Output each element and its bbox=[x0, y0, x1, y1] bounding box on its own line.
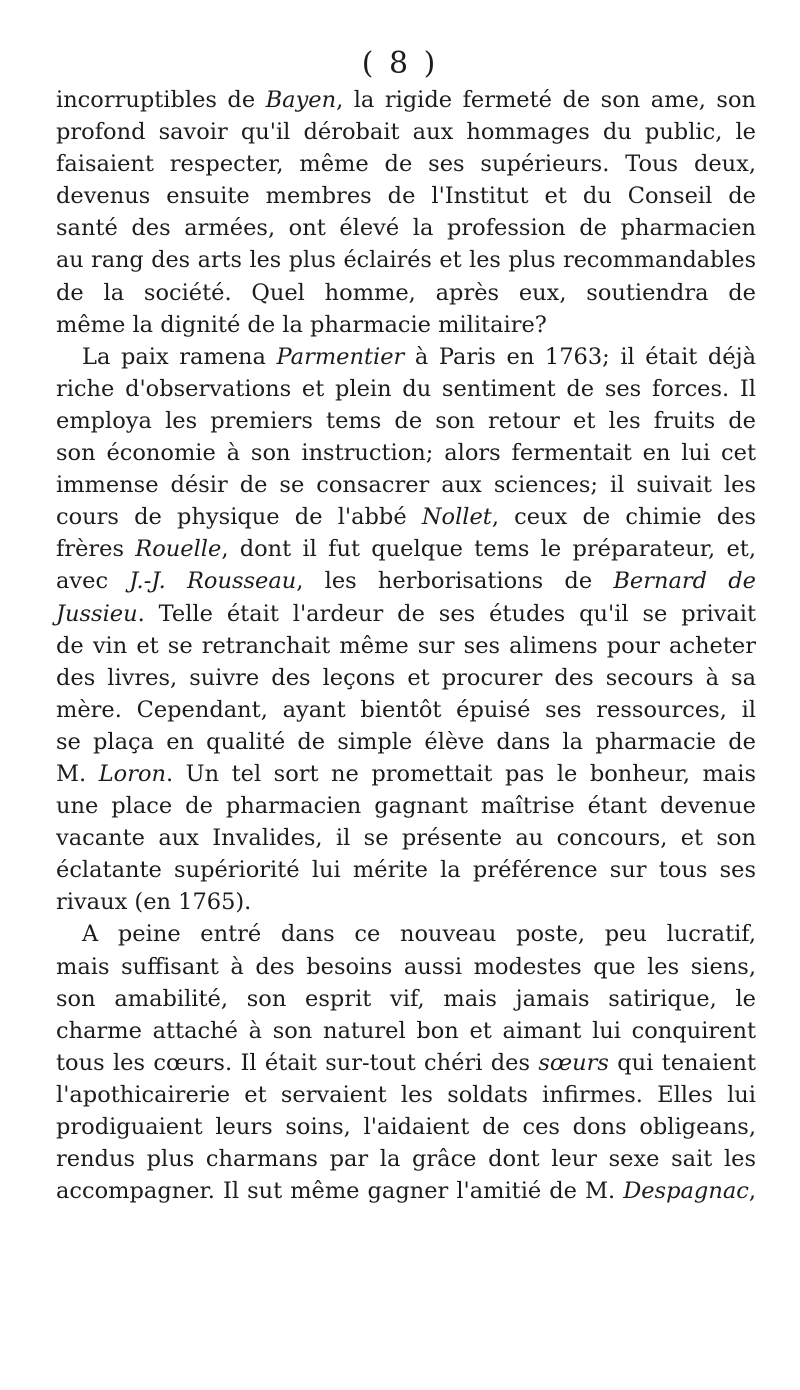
text-line: éclatante supériorité lui mérite la préférence sur tous ses bbox=[56, 857, 756, 884]
text-line: incorruptibles de Bayen, la rigide fermeté de son ame, son bbox=[56, 87, 756, 113]
text-line: son amabilité, son esprit vif, mais jamais satirique, le bbox=[56, 985, 756, 1012]
text-line: même la dignité de la pharmacie militaire? bbox=[56, 311, 547, 338]
text-line: avec J.-J. Rousseau, les herborisations de Bernard de bbox=[56, 568, 756, 595]
text-line: tous les cœurs. Il était sur-tout chéri des sœurs qui tenaient bbox=[56, 1049, 756, 1076]
text-line: frères Rouelle, dont il fut quelque tems le préparateur, et, bbox=[56, 536, 756, 563]
text-line: santé des armées, ont élevé la profession de pharmacien bbox=[56, 215, 756, 242]
text-line: des livres, suivre des leçons et procurer des secours à sa bbox=[56, 664, 756, 691]
text-line: mais suffisant à des besoins aussi modestes que les siens, bbox=[56, 953, 756, 980]
text-line: A peine entré dans ce nouveau poste, peu lucratif, bbox=[82, 921, 756, 948]
text-line: immense désir de se consacrer aux sciences; il suivait les bbox=[56, 472, 756, 499]
text-line: vacante aux Invalides, il se présente au concours, et son bbox=[56, 825, 756, 852]
text-line: M. Loron. Un tel sort ne promettait pas le bonheur, mais bbox=[56, 760, 757, 787]
text-line: employa les premiers tems de son retour et les fruits de bbox=[56, 407, 756, 434]
text-line: La paix ramena Parmentier à Paris en 1763; il était déjà bbox=[82, 343, 756, 370]
text-line: l'apothicairerie et servaient les soldats infirmes. Elles lui bbox=[56, 1081, 756, 1108]
text-line: riche d'observations et plein du sentiment de ses forces. Il bbox=[56, 375, 756, 402]
text-line: mère. Cependant, ayant bientôt épuisé ses ressources, il bbox=[56, 696, 756, 723]
text-line: prodiguaient leurs soins, l'aidaient de ces dons obligeans, bbox=[56, 1114, 756, 1140]
body-text bbox=[56, 84, 756, 1207]
text-line: de la société. Quel homme, après eux, soutiendra de bbox=[56, 279, 756, 306]
text-line: cours de physique de l'abbé Nollet, ceux de chimie des bbox=[56, 504, 756, 531]
text-line: profond savoir qu'il dérobait aux hommages du public, le bbox=[56, 119, 756, 146]
text-line: rivaux (en 1765). bbox=[56, 889, 252, 916]
text-line: accompagner. Il sut même gagner l'amitié de M. Despagnac, bbox=[56, 1178, 756, 1205]
text-line: au rang des arts les plus éclairés et les plus recommandables bbox=[56, 247, 756, 274]
text-line: Jussieu. Telle était l'ardeur de ses études qu'il se privait bbox=[56, 600, 756, 627]
text-line: de vin et se retranchait même sur ses alimens pour acheter bbox=[56, 632, 756, 659]
text-line: son économie à son instruction; alors fermentait en lui cet bbox=[56, 440, 756, 467]
page-number: ( 8 ) bbox=[361, 46, 439, 81]
text-line: rendus plus charmans par la grâce dont leur sexe sait les bbox=[56, 1146, 756, 1173]
text-line: devenus ensuite membres de l'Institut et du Conseil de bbox=[56, 183, 756, 210]
text-line: faisaient respecter, même de ses supérieurs. Tous deux, bbox=[56, 151, 756, 178]
text-line: se plaça en qualité de simple élève dans la pharmacie de bbox=[56, 728, 756, 755]
text-line: une place de pharmacien gagnant maîtrise étant devenue bbox=[56, 793, 756, 820]
text-line: charme attaché à son naturel bon et aimant lui conquirent bbox=[56, 1017, 756, 1044]
